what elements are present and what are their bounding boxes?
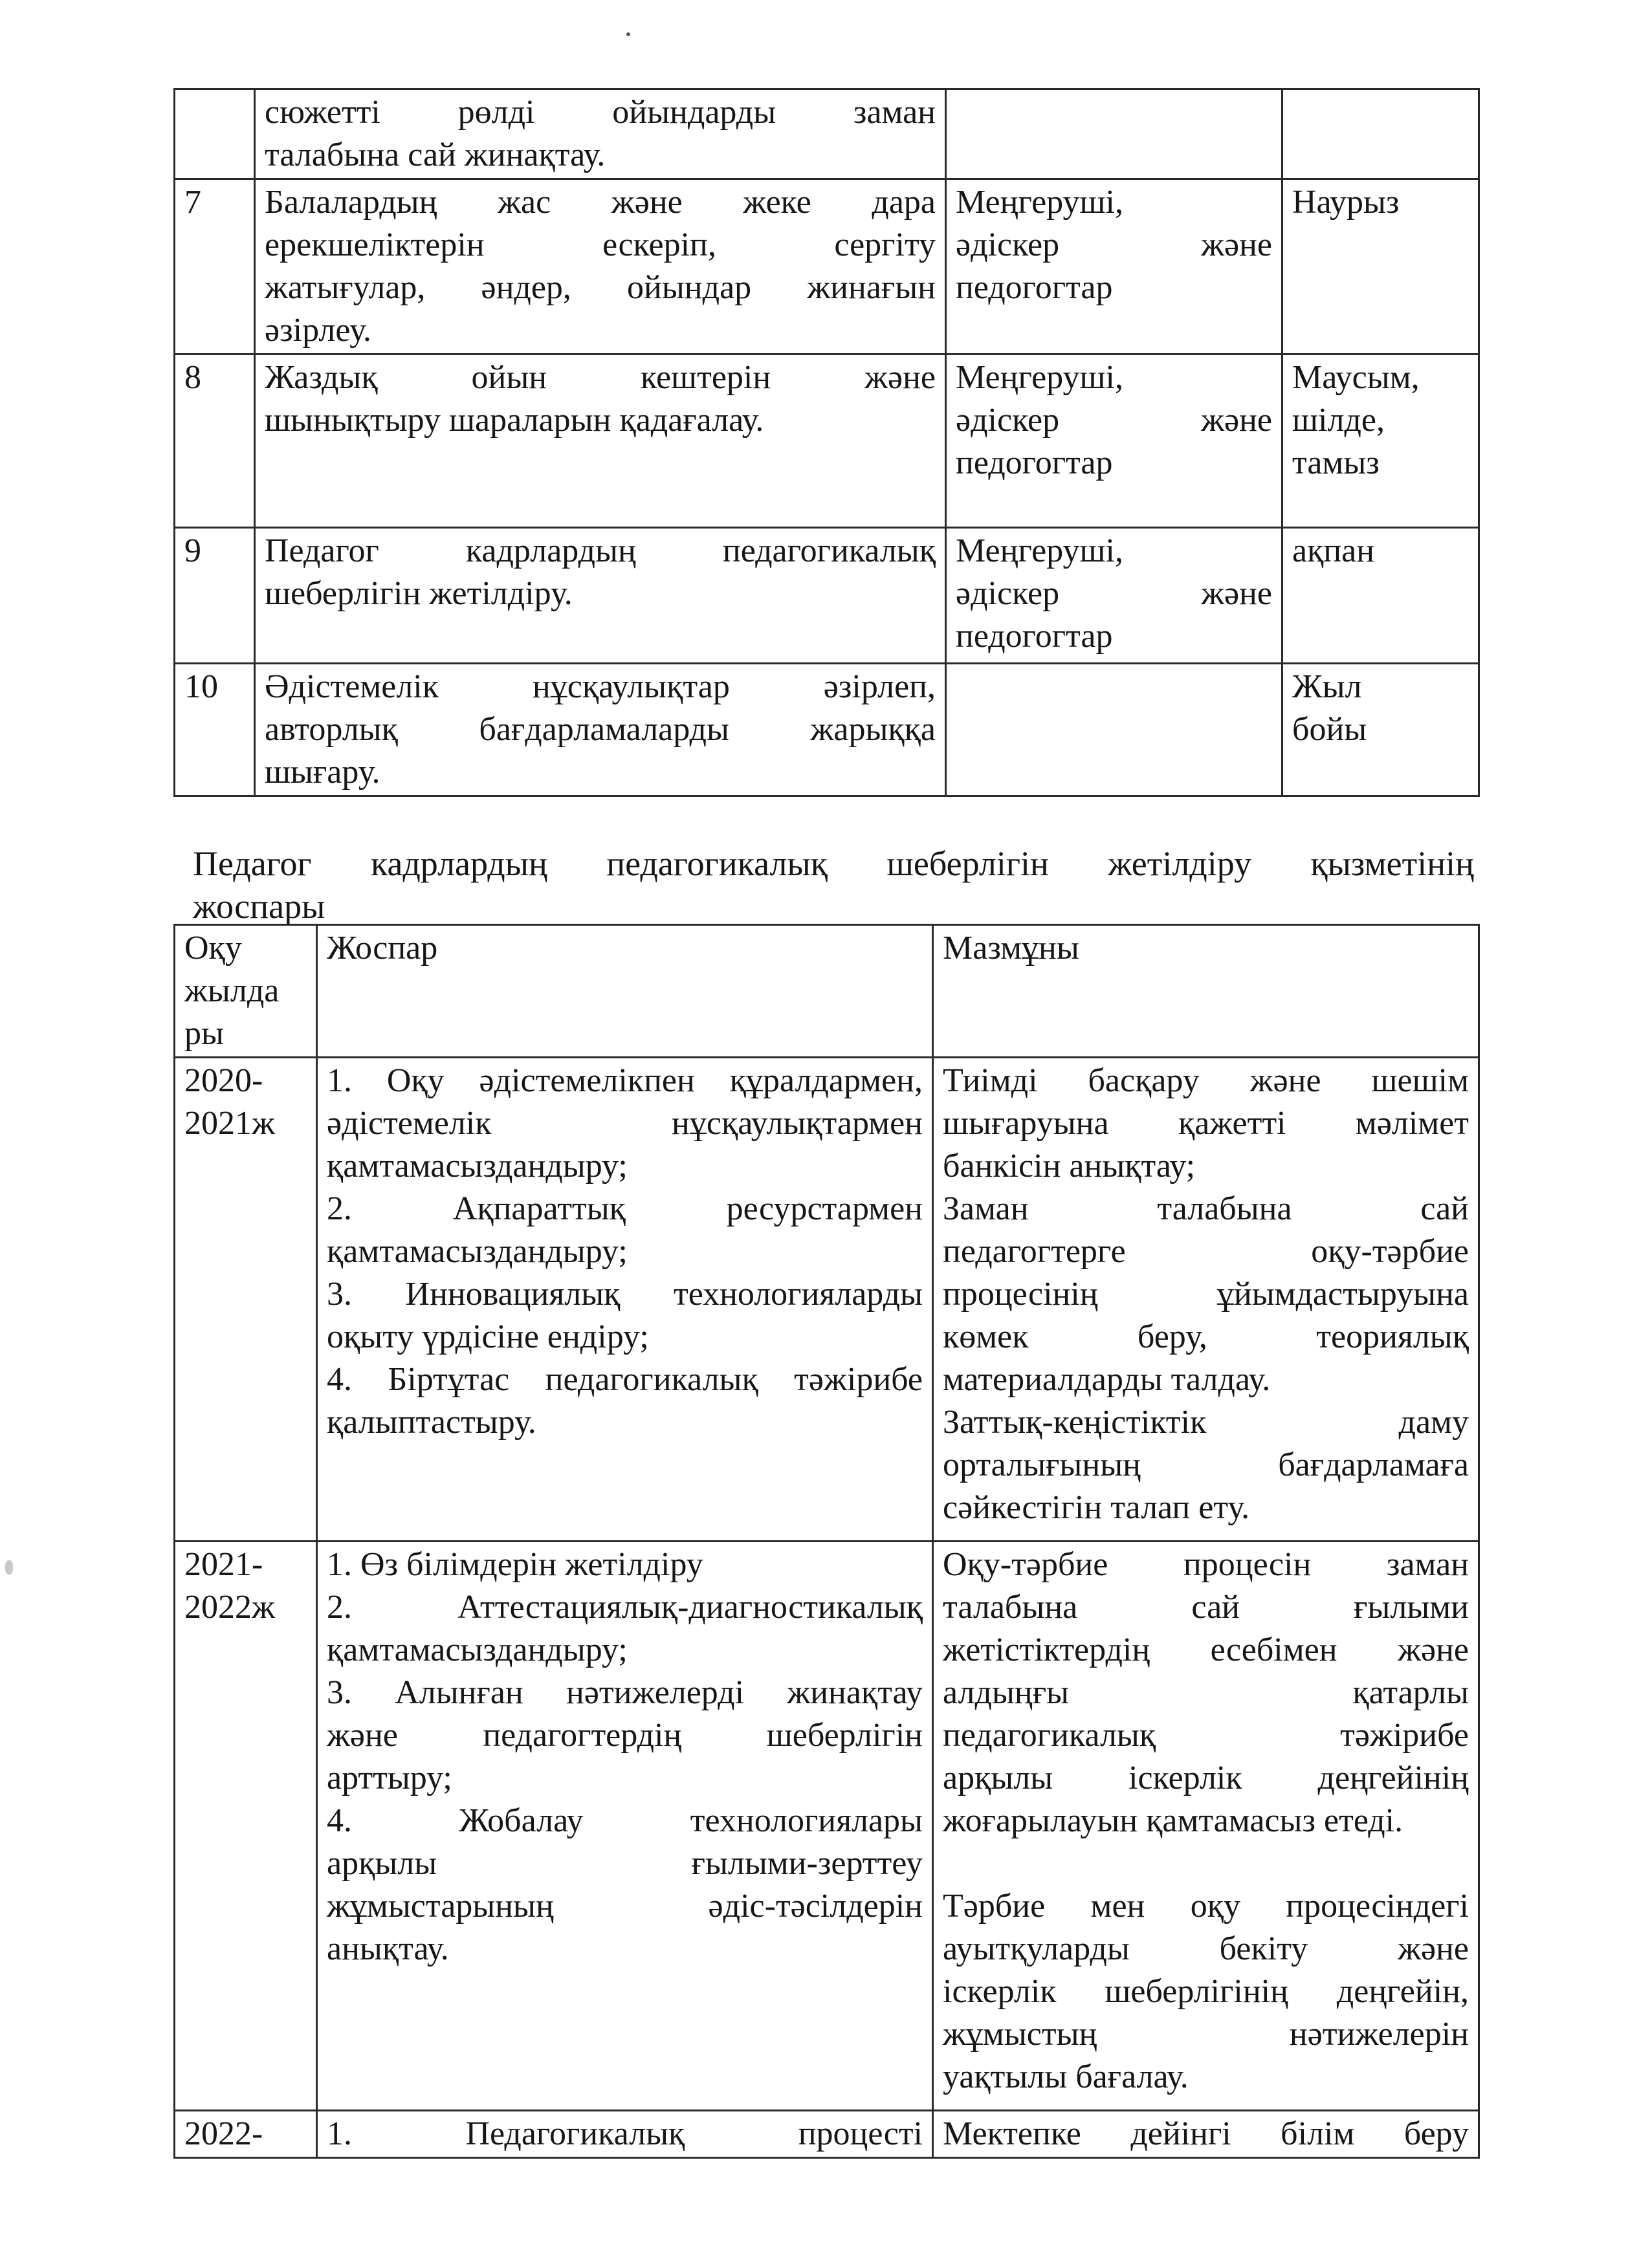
table-row bbox=[175, 528, 1479, 664]
date-cell: Наурыз bbox=[1282, 179, 1479, 354]
events-table bbox=[173, 88, 1480, 797]
scan-dot bbox=[626, 32, 630, 36]
content-cell: Оқу-тәрбие процесін заман талабына сай ғылыми жетістіктердің есебімен және алдыңғы қатарлы педагогикалық тәжірибе арқылы іскерлік деңгейінің жоғарылауын қамтамасыз етеді. Тәрбие мен оқу процесіндегі ауытқуларды бекіту және іскерлік шеберлігінің деңгейін, жұмыстың нәтижелерін уақтылы бағалау. bbox=[933, 1542, 1479, 2111]
plan-cell: 1. Оқу әдістемелікпен құралдармен, әдістемелік нұсқаулықтармен қамтамасыздандыру; 2. Ақпараттық ресурстармен қамтамасыздандыру; 3. Инновациялық технологияларды оқыту үрдісіне ендіру; 4. Біртұтас педагогикалық тәжірибе қалыптастыру. bbox=[317, 1058, 933, 1542]
row-number: 8 bbox=[175, 354, 255, 528]
plan-cell: 1. Педагогикалық процесті bbox=[317, 2111, 933, 2158]
content-cell: Тиімді басқару және шешім шығаруына қажетті мәлімет банкісін анықтау; Заман талабына сай педагогтерге оқу-тәрбие процесінің ұйымдастыруына көмек беру, теориялық материалдарды талдау. Заттық-кеңістіктік даму орталығының бағдарламаға сәйкестігін талап ету. bbox=[933, 1058, 1479, 1542]
row-number bbox=[175, 89, 255, 179]
table-row bbox=[175, 1542, 1479, 2111]
event-description: сюжетті рөлді ойындарды заман талабына сай жинақтау. bbox=[255, 89, 946, 179]
section-heading: Педагог кадрлардың педагогикалық шеберлігін жетілдіру қызметінің жоспары bbox=[193, 844, 1474, 926]
year-cell: 2022- bbox=[175, 2111, 317, 2158]
responsible-cell: Меңгеруші, әдіскер және педогогтар bbox=[946, 528, 1282, 664]
year-cell: 2021- 2022ж bbox=[175, 1542, 317, 2111]
event-description: Әдістемелік нұсқаулықтар әзірлеп, авторлық бағдарламаларды жарыққа шығару. bbox=[255, 664, 946, 796]
table-row bbox=[175, 2111, 1479, 2158]
date-cell: Маусым, шілде, тамыз bbox=[1282, 354, 1479, 528]
plan-table bbox=[173, 924, 1480, 2159]
responsible-cell bbox=[946, 664, 1282, 796]
header-content: Мазмұны bbox=[933, 925, 1479, 1058]
table-row bbox=[175, 89, 1479, 179]
responsible-cell: Меңгеруші, әдіскер және педогогтар bbox=[946, 179, 1282, 354]
paragraph-gap bbox=[943, 1842, 1469, 1885]
date-cell: ақпан bbox=[1282, 528, 1479, 664]
table-row bbox=[175, 354, 1479, 528]
event-description: Жаздық ойын кештерін және шынықтыру шараларын қадағалау. bbox=[255, 354, 946, 528]
row-number: 9 bbox=[175, 528, 255, 664]
scan-mark bbox=[5, 1560, 13, 1575]
responsible-cell bbox=[946, 89, 1282, 179]
header-year: Оқу жылда ры bbox=[175, 925, 317, 1058]
date-cell: Жыл бойы bbox=[1282, 664, 1479, 796]
table-row bbox=[175, 664, 1479, 796]
responsible-cell: Меңгеруші, әдіскер және педогогтар bbox=[946, 354, 1282, 528]
content-cell: Мектепке дейінгі білім беру bbox=[933, 2111, 1479, 2158]
event-description: Педагог кадрлардың педагогикалық шеберлігін жетілдіру. bbox=[255, 528, 946, 664]
table-header-row bbox=[175, 925, 1479, 1058]
plan-cell: 1. Өз білімдерін жетілдіру 2. Аттестациялық-диагностикалық қамтамасыздандыру; 3. Алынған нәтижелерді жинақтау және педагогтердің шеберлігін арттыру; 4. Жобалау технологиялары арқылы ғылыми-зерттеу жұмыстарының әдіс-тәсілдерін анықтау. bbox=[317, 1542, 933, 2111]
row-number: 7 bbox=[175, 179, 255, 354]
event-description: Балалардың жас және жеке дара ерекшеліктерін ескеріп, сергіту жатығулар, әндер, ойындар жинағын әзірлеу. bbox=[255, 179, 946, 354]
row-number: 10 bbox=[175, 664, 255, 796]
year-cell: 2020- 2021ж bbox=[175, 1058, 317, 1542]
header-plan: Жоспар bbox=[317, 925, 933, 1058]
table-row bbox=[175, 1058, 1479, 1542]
table-row bbox=[175, 179, 1479, 354]
date-cell bbox=[1282, 89, 1479, 179]
